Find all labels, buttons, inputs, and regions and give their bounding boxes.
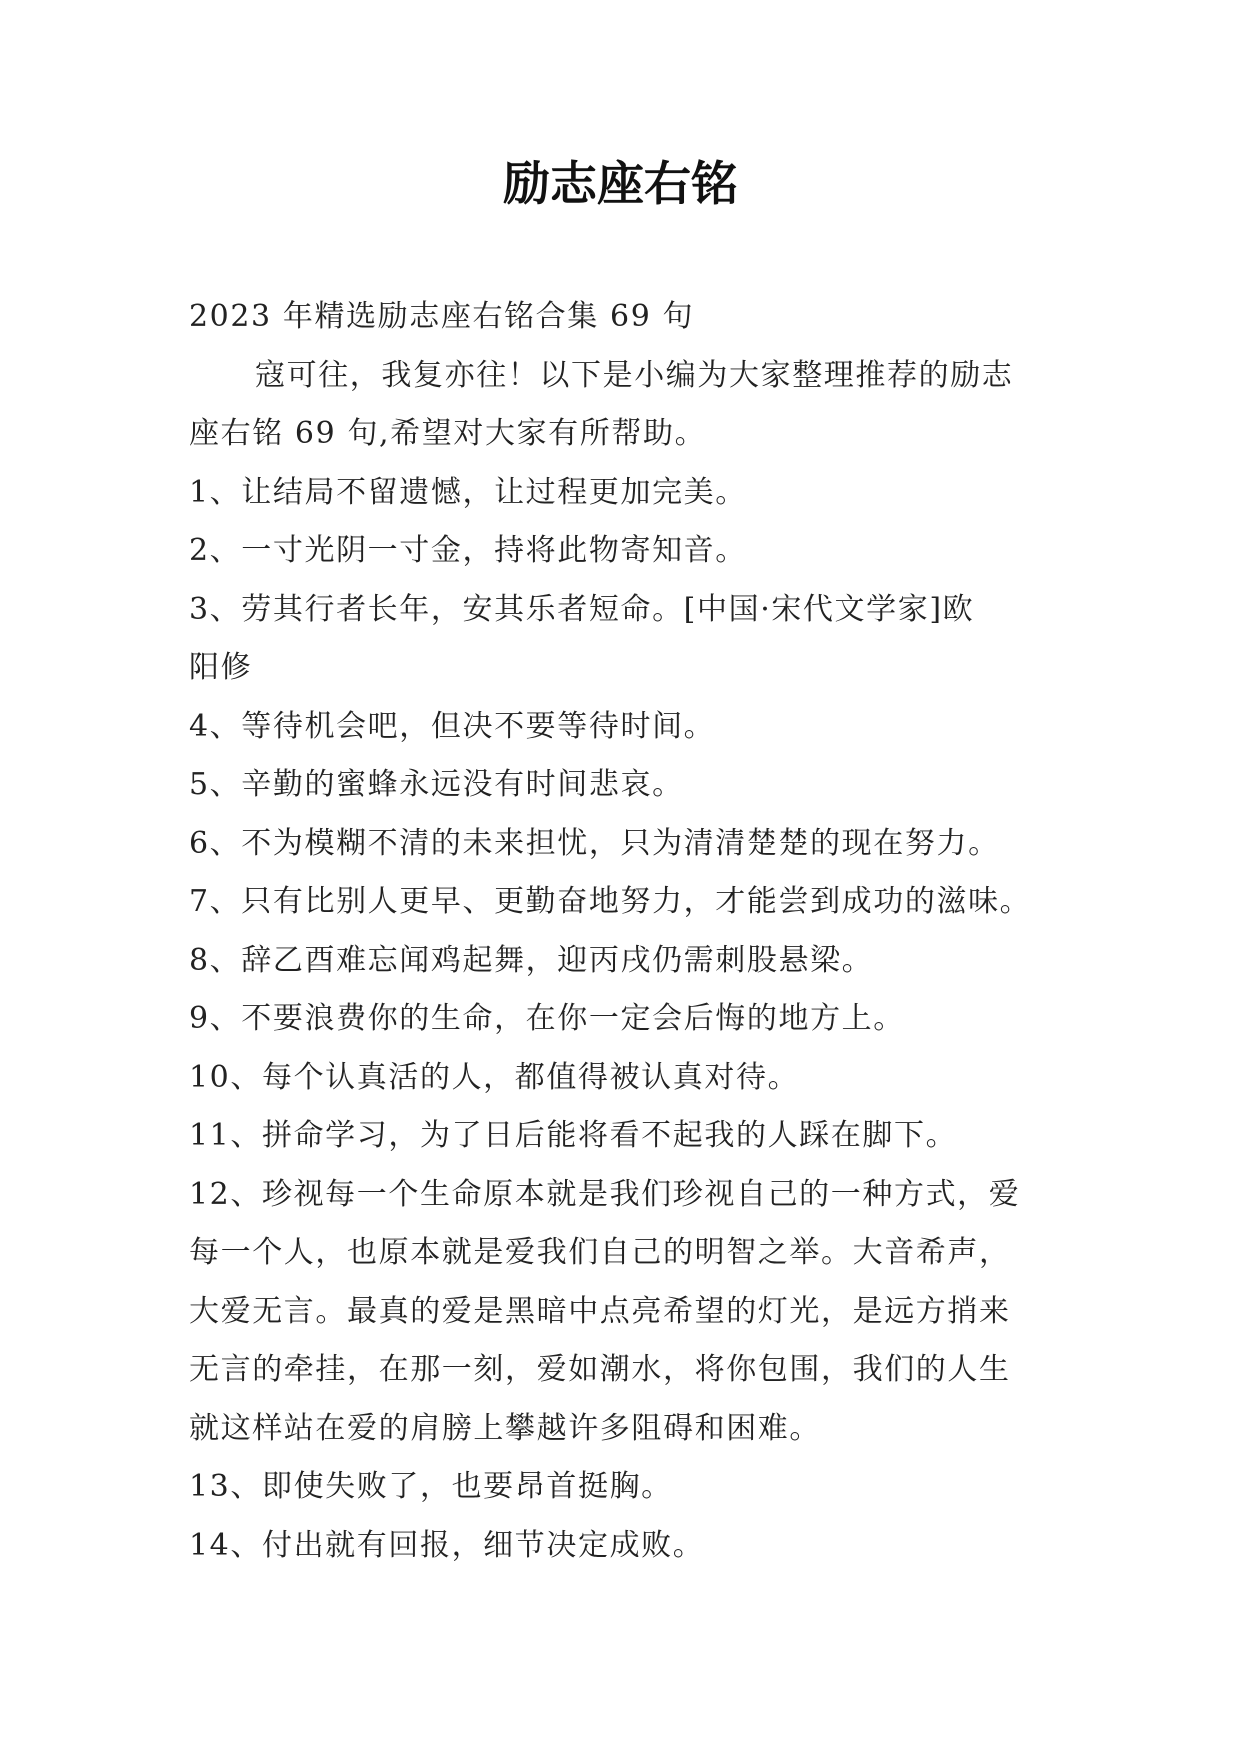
text-line: 3、劳其行者长年，安其乐者短命。[中国·宋代文学家]欧 xyxy=(189,591,975,627)
text-line: 9、不要浪费你的生命，在你一定会后悔的地方上。 xyxy=(189,1001,905,1036)
text-line: 就这样站在爱的肩膀上攀越许多阻碍和困难。 xyxy=(189,1410,821,1446)
text-line: 每一个人，也原本就是爱我们自己的明智之举。大音希声， xyxy=(189,1235,1011,1270)
text-line: 8、辞乙酉难忘闻鸡起舞，迎丙戌仍需刺股悬梁。 xyxy=(189,942,874,978)
text-line: 大爱无言。最真的爱是黑暗中点亮希望的灯光，是远方捎来 xyxy=(189,1293,1011,1329)
document-body xyxy=(189,288,1079,1575)
text-line: 2、一寸光阴一寸金，持将此物寄知音。 xyxy=(189,533,747,568)
text-line: 5、辛勤的蜜蜂永远没有时间悲哀。 xyxy=(189,767,684,802)
document-title: 励志座右铭 xyxy=(503,157,738,212)
text-line: 11、拼命学习，为了日后能将看不起我的人踩在脚下。 xyxy=(189,1118,958,1153)
text-line: 寇可往，我复亦往！以下是小编为大家整理推荐的励志 xyxy=(255,357,1014,393)
text-line: 6、不为模糊不清的未来担忧，只为清清楚楚的现在努力。 xyxy=(189,825,1000,861)
text-line: 7、只有比别人更早、更勤奋地努力，才能尝到成功的滋味。 xyxy=(189,884,1032,919)
text-line: 13、即使失败了，也要昂首挺胸。 xyxy=(189,1469,673,1504)
text-line: 无言的牵挂，在那一刻，爱如潮水，将你包围，我们的人生 xyxy=(189,1352,1011,1387)
text-line: 1、让结局不留遗憾，让过程更加完美。 xyxy=(189,474,747,510)
text-line: 2023 年精选励志座右铭合集 69 句 xyxy=(189,299,695,334)
text-line: 4、等待机会吧，但决不要等待时间。 xyxy=(189,708,716,744)
text-line: 12、珍视每一个生命原本就是我们珍视自己的一种方式，爱 xyxy=(189,1176,1021,1212)
text-line: 14、付出就有回报，细节决定成败。 xyxy=(189,1527,705,1563)
text-line: 阳修 xyxy=(189,650,253,685)
text-line: 10、每个认真活的人，都值得被认真对待。 xyxy=(189,1059,800,1095)
text-line: 座右铭 69 句,希望对大家有所帮助。 xyxy=(189,416,707,451)
